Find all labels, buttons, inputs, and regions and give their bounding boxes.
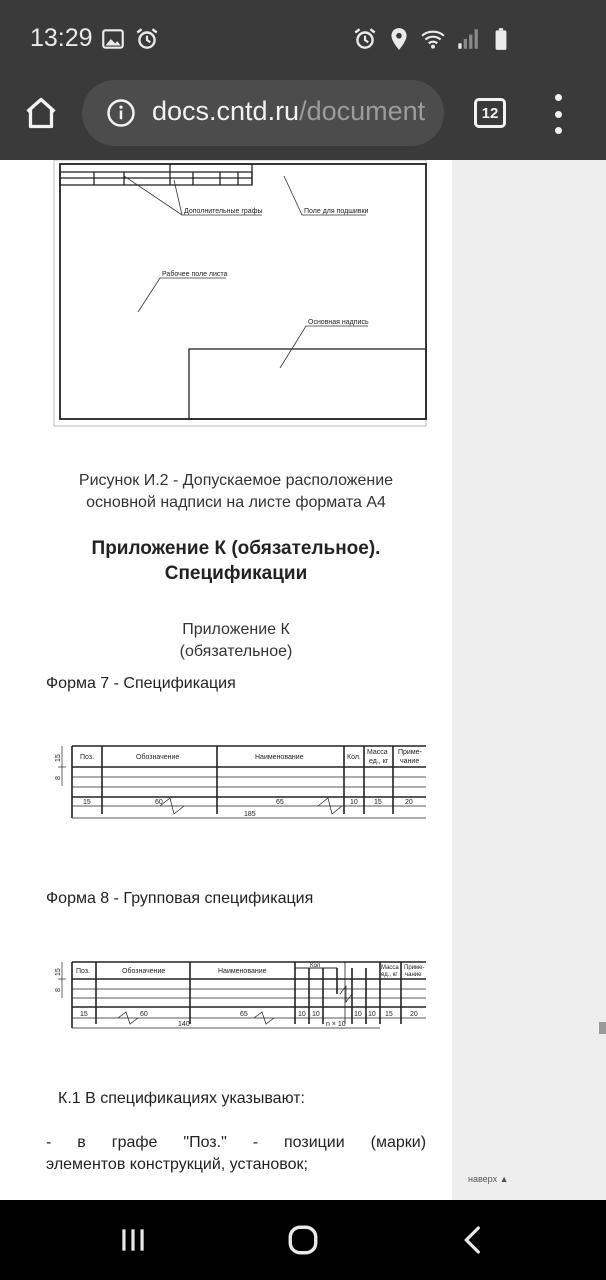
item1-word: графе bbox=[111, 1134, 158, 1151]
k1-paragraph: К.1 В спецификациях указывают: bbox=[58, 1090, 305, 1107]
form8-header-mass2: ед., кг bbox=[381, 972, 398, 978]
back-button[interactable] bbox=[450, 1220, 496, 1260]
form8-header-qty: Кол bbox=[310, 963, 321, 969]
form8-table bbox=[0, 954, 452, 1054]
chevron-up-icon: ▲ bbox=[499, 1174, 509, 1184]
form7-width-qty: 10 bbox=[350, 799, 358, 806]
form7-header-note2: чание bbox=[400, 758, 420, 765]
appendix-heading-line2: Спецификации bbox=[164, 563, 308, 584]
right-rail bbox=[452, 160, 606, 1200]
tab-count: 12 bbox=[481, 104, 499, 122]
home-nav-button[interactable] bbox=[280, 1220, 326, 1260]
form8-dim-left-bottom: 8 bbox=[55, 988, 62, 992]
form7-width-name: 65 bbox=[276, 799, 284, 806]
form8-title: Форма 8 - Групповая спецификация bbox=[46, 890, 314, 907]
document-column bbox=[0, 160, 452, 1200]
form8-width-pos: 15 bbox=[80, 1011, 88, 1018]
appendix-heading bbox=[46, 536, 426, 586]
location-icon bbox=[386, 26, 412, 52]
wifi-icon bbox=[420, 26, 446, 52]
item1-word: позиции bbox=[283, 1134, 345, 1151]
figure-caption bbox=[46, 470, 426, 514]
form7-total: 185 bbox=[244, 811, 256, 818]
appendix-sub-line1: Приложение К bbox=[182, 621, 290, 638]
form7-header-name: Наименование bbox=[255, 754, 304, 761]
form7-width-note: 20 bbox=[405, 799, 413, 806]
form8-header-pos: Поз. bbox=[76, 968, 90, 975]
label-title-block: Основная надпись bbox=[308, 319, 369, 326]
home-button[interactable] bbox=[18, 90, 64, 136]
figure-sheet-layout bbox=[0, 160, 452, 432]
figure-caption-line2: основной надписи на листе формата А4 bbox=[86, 494, 386, 511]
form7-header-note1: Приме- bbox=[398, 749, 422, 756]
form8-width-mass-b: 10 bbox=[368, 1011, 376, 1018]
form7-width-mass: 15 bbox=[374, 799, 382, 806]
form7-header-designation: Обозначение bbox=[136, 754, 180, 761]
form8-header-mass1: Масса bbox=[381, 965, 399, 971]
url-path: /document bbox=[299, 96, 426, 126]
form8-width-qty1: 10 bbox=[298, 1011, 306, 1018]
item1-word: (марки) bbox=[370, 1134, 427, 1151]
form7-header-qty: Кол. bbox=[347, 754, 361, 761]
browser-toolbar bbox=[0, 78, 606, 160]
form8-header-note1: Приме- bbox=[404, 965, 425, 971]
form8-total: 140 bbox=[178, 1021, 190, 1028]
item1-line2: элементов конструкций, установок; bbox=[46, 1156, 308, 1173]
form8-n-label: n × 10 bbox=[326, 1021, 346, 1028]
form8-width-qty2: 10 bbox=[312, 1011, 320, 1018]
form7-dim-left-top: 15 bbox=[55, 754, 62, 762]
url-host: docs.cntd.ru bbox=[152, 96, 300, 126]
back-icon bbox=[457, 1224, 489, 1256]
system-nav-bar bbox=[0, 1200, 606, 1280]
web-page[interactable] bbox=[0, 160, 606, 1200]
item1-word: - bbox=[46, 1134, 52, 1151]
form7-dim-left-bottom: 8 bbox=[55, 776, 62, 780]
form8-width-designation: 60 bbox=[140, 1011, 148, 1018]
status-time: 13:29 bbox=[30, 24, 93, 52]
form8-header-name: Наименование bbox=[218, 968, 267, 975]
item1-line1 bbox=[46, 1132, 426, 1154]
form7-title: Форма 7 - Спецификация bbox=[46, 675, 236, 692]
form7-width-designation: 60 bbox=[155, 799, 163, 806]
battery-icon bbox=[488, 26, 514, 52]
back-to-top-label: наверх bbox=[468, 1174, 498, 1184]
form7-header-pos: Поз. bbox=[80, 754, 94, 761]
figure-caption-line1: Рисунок И.2 - Допускаемое расположение bbox=[78, 472, 394, 489]
appendix-subheading bbox=[46, 619, 426, 663]
form7-header-mass2: ед., кг bbox=[369, 758, 389, 765]
home-nav-icon bbox=[286, 1223, 320, 1257]
alarm-icon bbox=[134, 26, 160, 52]
scrollbar-thumb[interactable] bbox=[599, 1022, 606, 1034]
status-bar bbox=[0, 0, 606, 78]
form8-header-designation: Обозначение bbox=[122, 968, 166, 975]
form7-width-pos: 15 bbox=[83, 799, 91, 806]
label-work-field: Рабочее поле листа bbox=[162, 271, 228, 278]
back-to-top-link[interactable] bbox=[468, 1174, 509, 1184]
alarm-icon bbox=[352, 26, 378, 52]
form8-width-note: 20 bbox=[410, 1011, 418, 1018]
form8-width-mass: 15 bbox=[385, 1011, 393, 1018]
recents-button[interactable] bbox=[110, 1220, 156, 1260]
item1-word: в bbox=[77, 1134, 86, 1151]
form8-width-mass-a: 10 bbox=[354, 1011, 362, 1018]
item1-word: - bbox=[252, 1134, 259, 1151]
image-icon bbox=[100, 26, 126, 52]
form7-header-mass1: Масса bbox=[367, 749, 388, 756]
info-icon[interactable] bbox=[106, 98, 136, 128]
tab-switcher-button[interactable] bbox=[474, 98, 506, 128]
appendix-heading-line1: Приложение К (обязательное). bbox=[91, 538, 381, 559]
label-extra-columns: Дополнительные графы bbox=[184, 208, 263, 215]
form8-header-note2: чание bbox=[405, 972, 422, 978]
form7-table bbox=[0, 740, 452, 840]
address-bar[interactable] bbox=[82, 80, 444, 146]
url-text[interactable] bbox=[152, 96, 425, 127]
appendix-sub-line2: (обязательное) bbox=[179, 643, 293, 660]
signal-icon bbox=[454, 26, 480, 52]
label-binding-field: Поле для подшивки bbox=[304, 208, 369, 215]
recents-icon bbox=[117, 1224, 149, 1256]
more-menu-icon[interactable] bbox=[548, 94, 568, 134]
form8-width-name: 65 bbox=[240, 1011, 248, 1018]
item1-word: "Поз." bbox=[183, 1134, 227, 1151]
home-icon bbox=[23, 95, 59, 131]
form8-dim-left-top: 15 bbox=[55, 968, 62, 976]
